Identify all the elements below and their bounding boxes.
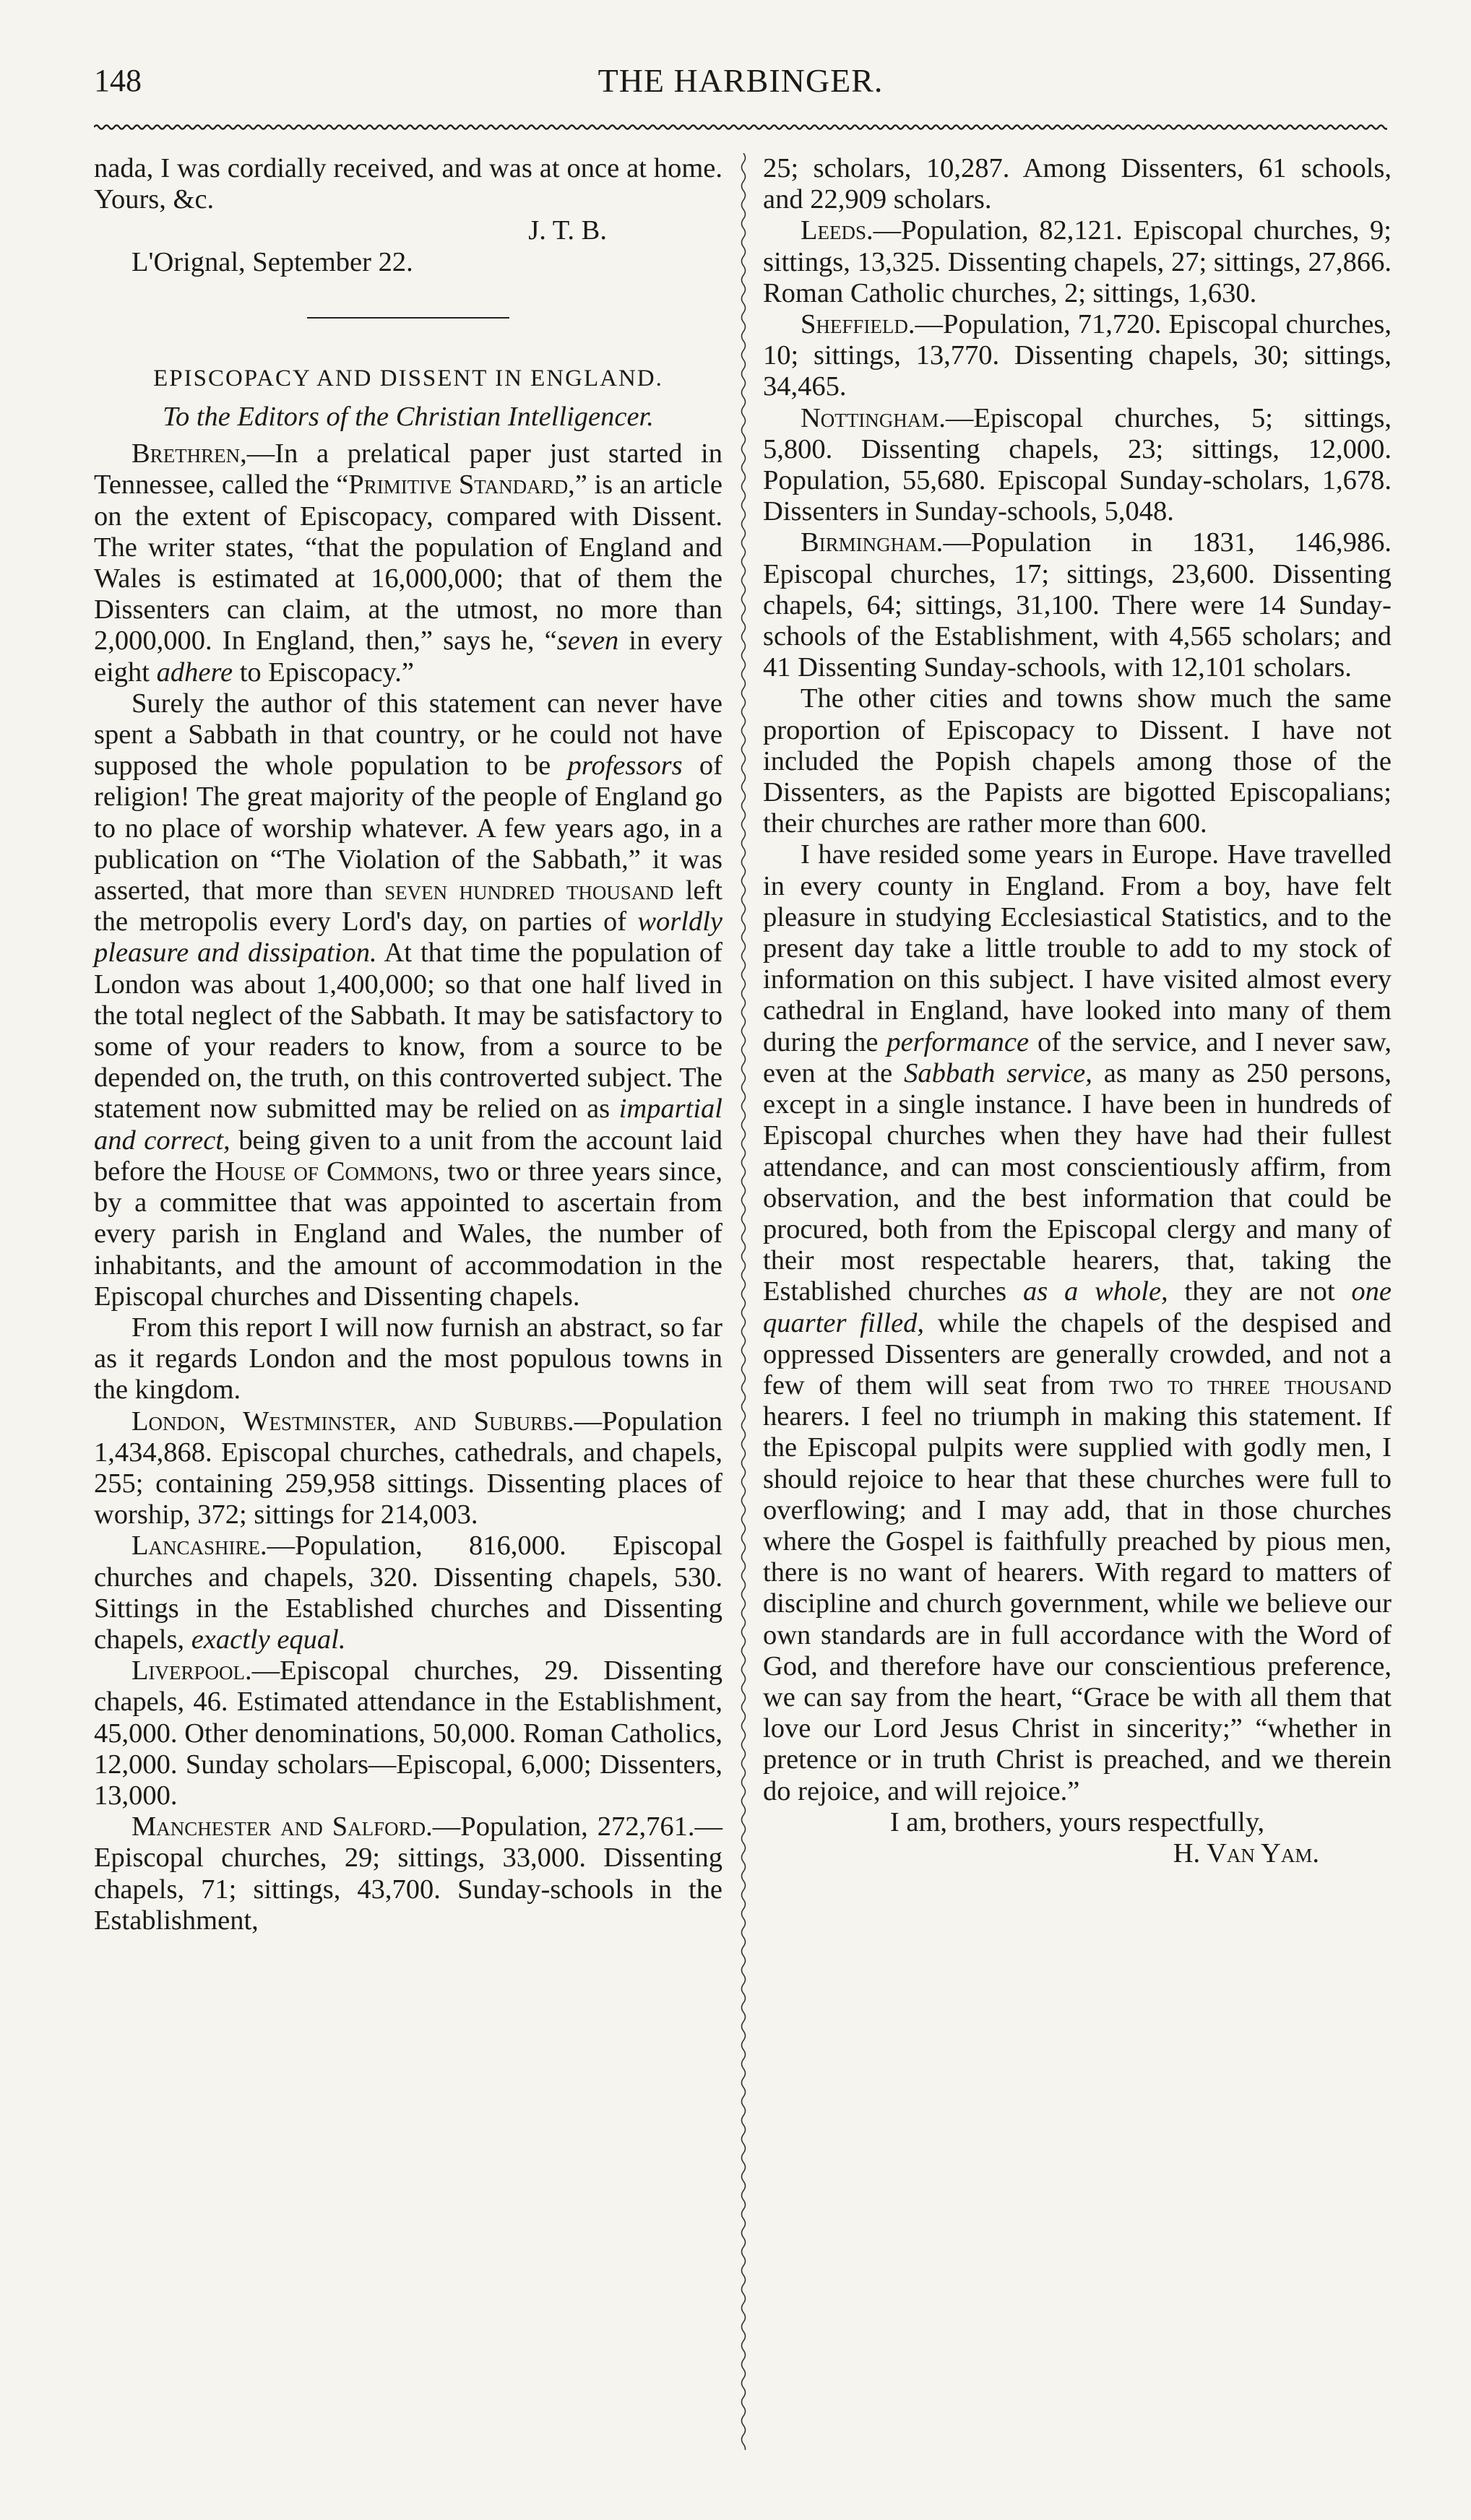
left-column — [94, 153, 722, 1936]
paragraph-manchester-continued: 25; scholars, 10,287. Among Dissenters, 61 schools, and 22,909 scholars. — [763, 153, 1392, 215]
paragraph-brethren: Brethren,—In a prelatical paper just started in Tennessee, called the “Primitive Standard,” is an article on the extent of Episcopacy, compared with Dissent. The writer states, “that the population of England and Wales is estimated at 16,000,000; that of them the Dissenters can claim, at the utmost, no more than 2,000,000. In England, then,” says he, “seven in every eight adhere to Episcopacy.” — [94, 438, 722, 688]
paragraph-sheffield: Sheffield.—Population, 71,720. Episcopal churches, 10; sittings, 13,770. Dissenting chapels, 30; sittings, 34,465. — [763, 309, 1392, 402]
page-header — [94, 59, 1387, 110]
paragraph-birmingham: Birmingham.—Population in 1831, 146,986. Episcopal churches, 17; sittings, 23,600. Dissenting chapels, 64; sittings, 31,100. There were 14 Sunday-schools of the Establishment, with 4,565 scholars; and 41 Dissenting Sunday-schools, with 12,101 scholars. — [763, 527, 1392, 683]
letter-signature: H. Van Yam. — [1173, 1837, 1319, 1869]
paragraph-other-cities: The other cities and towns show much the same proportion of Episcopacy to Dissent. I have not included the Popish chapels among those of the Dissenters, as the Papists are bigotted Episcopalians; their churches are rather more than 600. — [763, 683, 1392, 839]
running-title: THE HARBINGER. — [598, 62, 884, 99]
place-and-date: L'Orignal, September 22. — [131, 246, 413, 277]
right-column — [763, 153, 1392, 1869]
salutation: Brethren, — [131, 438, 247, 469]
header-wavy-rule — [94, 123, 1387, 131]
letter-ending-paragraph: nada, I was cordially received, and was at once at home. Yours, &c. — [94, 153, 722, 215]
paragraph-london: London, Westminster, and Suburbs.—Population 1,434,868. Episcopal churches, cathedrals, and chapels, 255; containing 259,958 sittings. Dissenting places of worship, 372; sittings for 214,003. — [94, 1406, 722, 1530]
letter-closing: I am, brothers, yours respectfully, — [889, 1806, 1265, 1837]
paragraph-resided: I have resided some years in Europe. Have travelled in every county in England. From a boy, have felt pleasure in studying Ecclesiastical Statistics, and to the present day take a little trouble to add to my stock of information on this subject. I have visited almost every cathedral in England, have looked into many of them during the performance of the service, and I never saw, even at the Sabbath service, as many as 250 persons, except in a single instance. I have been in hundreds of Episcopal churches when they have had their fullest attendance, and can most conscientiously affirm, from observation, and the best information that could be procured, both from the Episcopal clergy and many of their most respectable hearers, that, taking the Established churches as a whole, they are not one quarter filled, while the chapels of the despised and oppressed Dissenters are generally crowded, and not a few of them will seat from two to three thousand hearers. I feel no triumph in making this statement. If the Episcopal pulpits were supplied with godly men, I should rejoice to hear that these churches were full to overflowing; and I may add, that in those churches where the Gospel is faithfully preached by pious men, there is no want of hearers. With regard to matters of discipline and church government, while we believe our own standards are in full accordance with the Word of God, and therefore have our conscientious preference, we can say from the heart, “Grace be with all them that love our Lord Jesus Christ in sincerity;” “whether in pretence or in truth Christ is preached, and we therein do rejoice, and will rejoice.” — [763, 839, 1392, 1806]
paragraph-nottingham: Nottingham.—Episcopal churches, 5; sittings, 5,800. Dissenting chapels, 23; sittings, 12,000. Population, 55,680. Episcopal Sunday-scholars, 1,678. Dissenters in Sunday-schools, 5,048. — [763, 402, 1392, 527]
paragraph-liverpool: Liverpool.—Episcopal churches, 29. Dissenting chapels, 46. Estimated attendance in the Establishment, 45,000. Other denominations, 50,000. Roman Catholics, 12,000. Sunday scholars—Episcopal, 6,000; Dissenters, 13,000. — [94, 1655, 722, 1811]
paper-name: Primitive Standard, — [348, 469, 575, 501]
section-divider — [307, 317, 509, 319]
signature-initials: J. T. B. — [528, 215, 607, 246]
paragraph-report: From this report I will now furnish an abstract, so far as it regards London and the most populous towns in the kingdom. — [94, 1312, 722, 1406]
page-number: 148 — [94, 63, 142, 98]
article-dedication: To the Editors of the Christian Intelligencer. — [163, 402, 654, 433]
paragraph-lancashire: Lancashire.—Population, 816,000. Episcopal churches and chapels, 320. Dissenting chapels, 530. Sittings in the Established churches and Dissenting chapels, exactly equal. — [94, 1530, 722, 1655]
article-title: EPISCOPACY AND DISSENT IN ENGLAND. — [153, 365, 663, 391]
paragraph-manchester: Manchester and Salford.—Population, 272,761.—Episcopal churches, 29; sittings, 33,000. Dissenting chapels, 71; sittings, 43,700. Sunday-schools in the Establishment, — [94, 1811, 722, 1936]
paragraph-leeds: Leeds.—Population, 82,121. Episcopal churches, 9; sittings, 13,325. Dissenting chapels, 27; sittings, 27,866. Roman Catholic churches, 2; sittings, 1,630. — [763, 215, 1392, 308]
paragraph-surely: Surely the author of this statement can never have spent a Sabbath in that country, or he could not have supposed the whole population to be professors of religion! The great majority of the people of England go to no place of worship whatever. A few years ago, in a publication on “The Violation of the Sabbath,” it was asserted, that more than seven hundred thousand left the metropolis every Lord's day, on parties of worldly pleasure and dissipation. At that time the population of London was about 1,400,000; so that one half lived in the total neglect of the Sabbath. It may be satisfactory to some of your readers to know, from a source to be depended on, the truth, on this controverted subject. The statement now submitted may be relied on as impartial and correct, being given to a unit from the account laid before the House of Commons, two or three years since, by a committee that was appointed to ascertain from every parish in England and Wales, the number of inhabitants, and the amount of accommodation in the Episcopal churches and Dissenting chapels. — [94, 688, 723, 1312]
column-divider — [738, 153, 749, 2450]
